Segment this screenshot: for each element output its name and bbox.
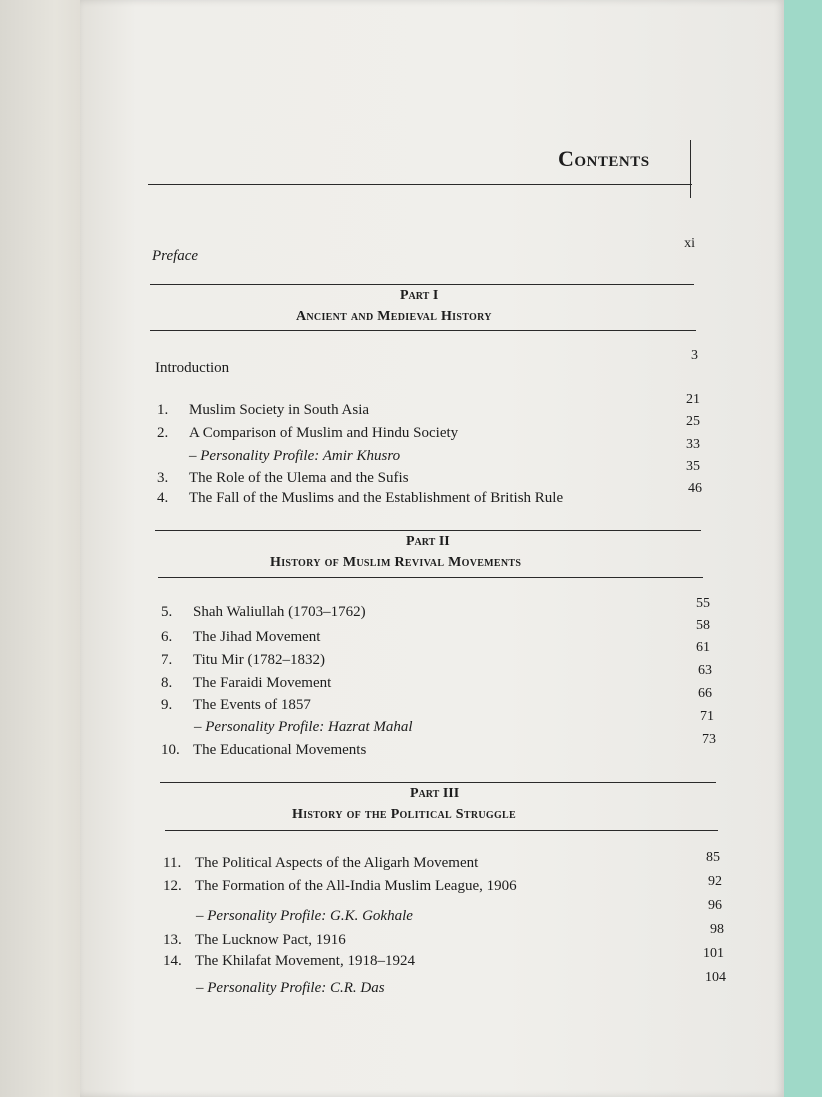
entry-8: 8. The Faraidi Movement: [161, 675, 332, 691]
part-2-title: History of Muslim Revival Movements: [270, 555, 522, 570]
part-3-title: History of the Political Struggle: [292, 807, 516, 822]
page-66: 66: [698, 686, 712, 701]
entry-profile-gk-gokhale: – Personality Profile: G.K. Gokhale: [196, 908, 413, 924]
preface-page: xi: [684, 236, 695, 251]
entry-11: 11. The Political Aspects of the Aligarh Movement: [163, 855, 479, 871]
page-21: 21: [686, 392, 700, 407]
page-98: 98: [710, 922, 724, 937]
entry-9: 9. The Events of 1857: [161, 697, 311, 713]
page-101: 101: [703, 946, 724, 961]
entry-1: 1. Muslim Society in South Asia: [157, 402, 370, 418]
page-33: 33: [686, 437, 700, 452]
intro-page: 3: [691, 348, 698, 363]
page-96: 96: [708, 898, 722, 913]
entry-14: 14. The Khilafat Movement, 1918–1924: [163, 953, 415, 969]
entry-5: 5. Shah Waliullah (1703–1762): [161, 604, 366, 620]
entry-12: 12. The Formation of the All-India Muslim League, 1906: [163, 878, 517, 894]
part-3-bottom-rule: [165, 830, 718, 831]
entry-profile-amir-khusro: – Personality Profile: Amir Khusro: [189, 448, 401, 464]
part-2-label: Part II: [406, 534, 450, 549]
entry-6: 6. The Jihad Movement: [161, 629, 321, 645]
part-3-label: Part III: [410, 786, 460, 801]
page-25: 25: [686, 414, 700, 429]
page-58: 58: [696, 618, 710, 633]
part-2-top-rule: [155, 530, 701, 531]
part-1-label: Part I: [400, 288, 439, 303]
page-92: 92: [708, 874, 722, 889]
part-1-title: Ancient and Medieval History: [296, 309, 492, 324]
entry-profile-hazrat-mahal: – Personality Profile: Hazrat Mahal: [194, 719, 413, 735]
intro-label: Introduction: [155, 360, 230, 376]
contents-heading: Contents: [558, 146, 650, 171]
entry-13: 13. The Lucknow Pact, 1916: [163, 932, 346, 948]
heading-rule: [148, 184, 692, 185]
page-46: 46: [688, 481, 702, 496]
entry-2: 2. A Comparison of Muslim and Hindu Society: [157, 425, 459, 441]
page-61: 61: [696, 640, 710, 655]
page-73: 73: [702, 732, 716, 747]
page-104: 104: [705, 970, 726, 985]
entry-3: 3. The Role of the Ulema and the Sufis: [157, 470, 409, 486]
entry-10: 10. The Educational Movements: [161, 742, 367, 758]
page-71: 71: [700, 709, 714, 724]
entry-7: 7. Titu Mir (1782–1832): [161, 652, 325, 668]
page-85: 85: [706, 850, 720, 865]
heading-vertical-rule: [690, 140, 691, 198]
part-1-bottom-rule: [150, 330, 696, 331]
part-1-top-rule: [150, 284, 694, 285]
page-63: 63: [698, 663, 712, 678]
page-55: 55: [696, 596, 710, 611]
entry-4: 4. The Fall of the Muslims and the Establishment of British Rule: [157, 490, 564, 506]
preface-label: Preface: [152, 248, 199, 264]
facing-page-edge: [0, 0, 92, 1097]
part-3-top-rule: [160, 782, 716, 783]
part-2-bottom-rule: [158, 577, 703, 578]
page-35: 35: [686, 459, 700, 474]
entry-profile-cr-das: – Personality Profile: C.R. Das: [196, 980, 385, 996]
